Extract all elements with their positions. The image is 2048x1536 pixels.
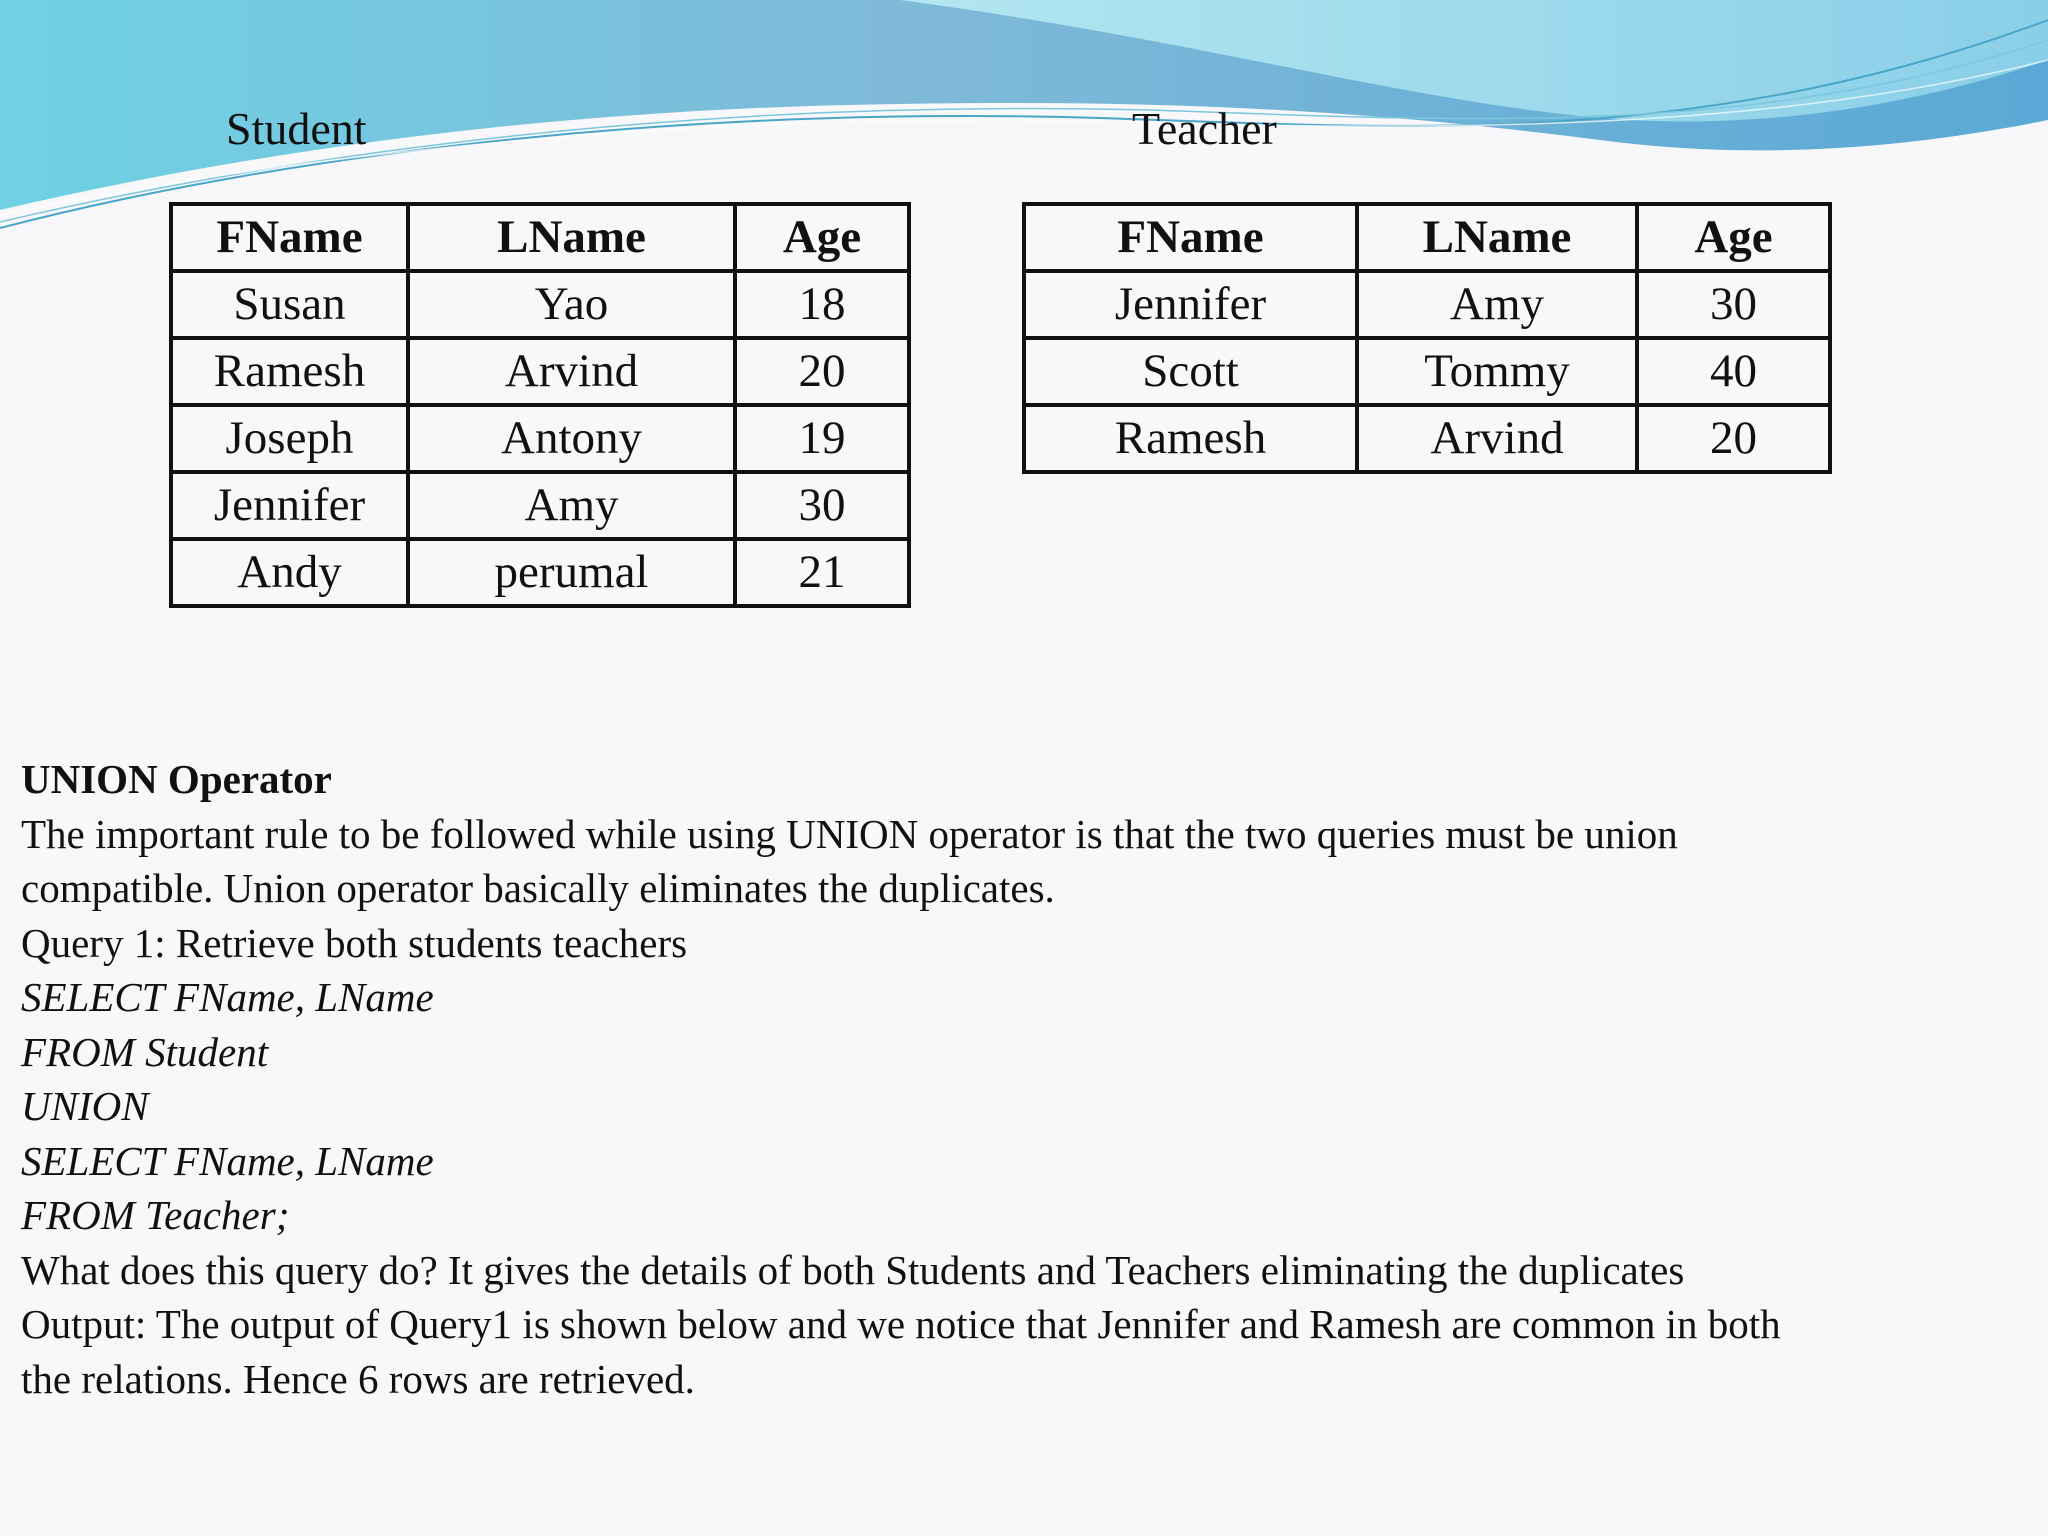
table-cell: Antony [408,405,735,472]
code-line: UNION [21,1083,149,1129]
table-row [171,271,909,338]
table-cell: 30 [735,472,909,539]
student-table [169,202,911,608]
teacher-table [1022,202,1832,474]
output-line-2: the relations. Hence 6 rows are retrieved. [21,1355,695,1402]
query-title: Query 1: Retrieve both students teachers [21,919,688,966]
teacher-header-fname: FName [1024,204,1357,271]
student-table-caption: Student [226,103,367,154]
code-line: SELECT FName, LName [21,974,434,1020]
student-header-age: Age [735,204,909,271]
table-cell: 30 [1637,271,1830,338]
table-cell: Andy [171,539,408,606]
code-line: FROM Student [21,1028,269,1075]
teacher-header-lname: LName [1357,204,1637,271]
table-row [171,539,909,606]
table-cell: 21 [735,539,909,606]
intro-line-2: compatible. Union operator basically eliminates the duplicates. [21,865,1055,911]
table-cell: perumal [408,539,735,606]
table-row [1024,271,1830,338]
table-row [171,472,909,539]
table-cell: Scott [1024,338,1357,405]
table-cell: Tommy [1357,338,1637,405]
table-cell: 20 [735,338,909,405]
section-heading: UNION Operator [21,756,332,802]
slide-body-text [21,752,2021,1406]
table-cell: Susan [171,271,408,338]
student-header-fname: FName [171,204,408,271]
table-cell: Ramesh [1024,405,1357,472]
teacher-header-age: Age [1637,204,1830,271]
student-header-lname: LName [408,204,735,271]
table-cell: 18 [735,271,909,338]
output-line-1: Output: The output of Query1 is shown below and we notice that Jennifer and Ramesh are common in both [21,1301,1781,1347]
intro-line-1: The important rule to be followed while using UNION operator is that the two queries must be union [21,810,1678,857]
code-line: FROM Teacher; [21,1192,290,1238]
table-row [1024,338,1830,405]
table-cell: 20 [1637,405,1830,472]
table-cell: Arvind [408,338,735,405]
table-cell: Amy [1357,271,1637,338]
student-header-row [171,204,909,271]
teacher-header-row [1024,204,1830,271]
table-cell: Jennifer [1024,271,1357,338]
table-cell: Ramesh [171,338,408,405]
table-cell: Amy [408,472,735,539]
table-row [171,405,909,472]
table-cell: Yao [408,271,735,338]
table-row [1024,405,1830,472]
table-cell: Joseph [171,405,408,472]
table-cell: Arvind [1357,405,1637,472]
table-cell: 19 [735,405,909,472]
table-cell: Jennifer [171,472,408,539]
teacher-table-caption: Teacher [1132,103,1277,154]
explanation-line: What does this query do? It gives the details of both Students and Teachers eliminating the duplicates [21,1246,1685,1293]
table-cell: 40 [1637,338,1830,405]
table-row [171,338,909,405]
code-line: SELECT FName, LName [21,1137,434,1184]
